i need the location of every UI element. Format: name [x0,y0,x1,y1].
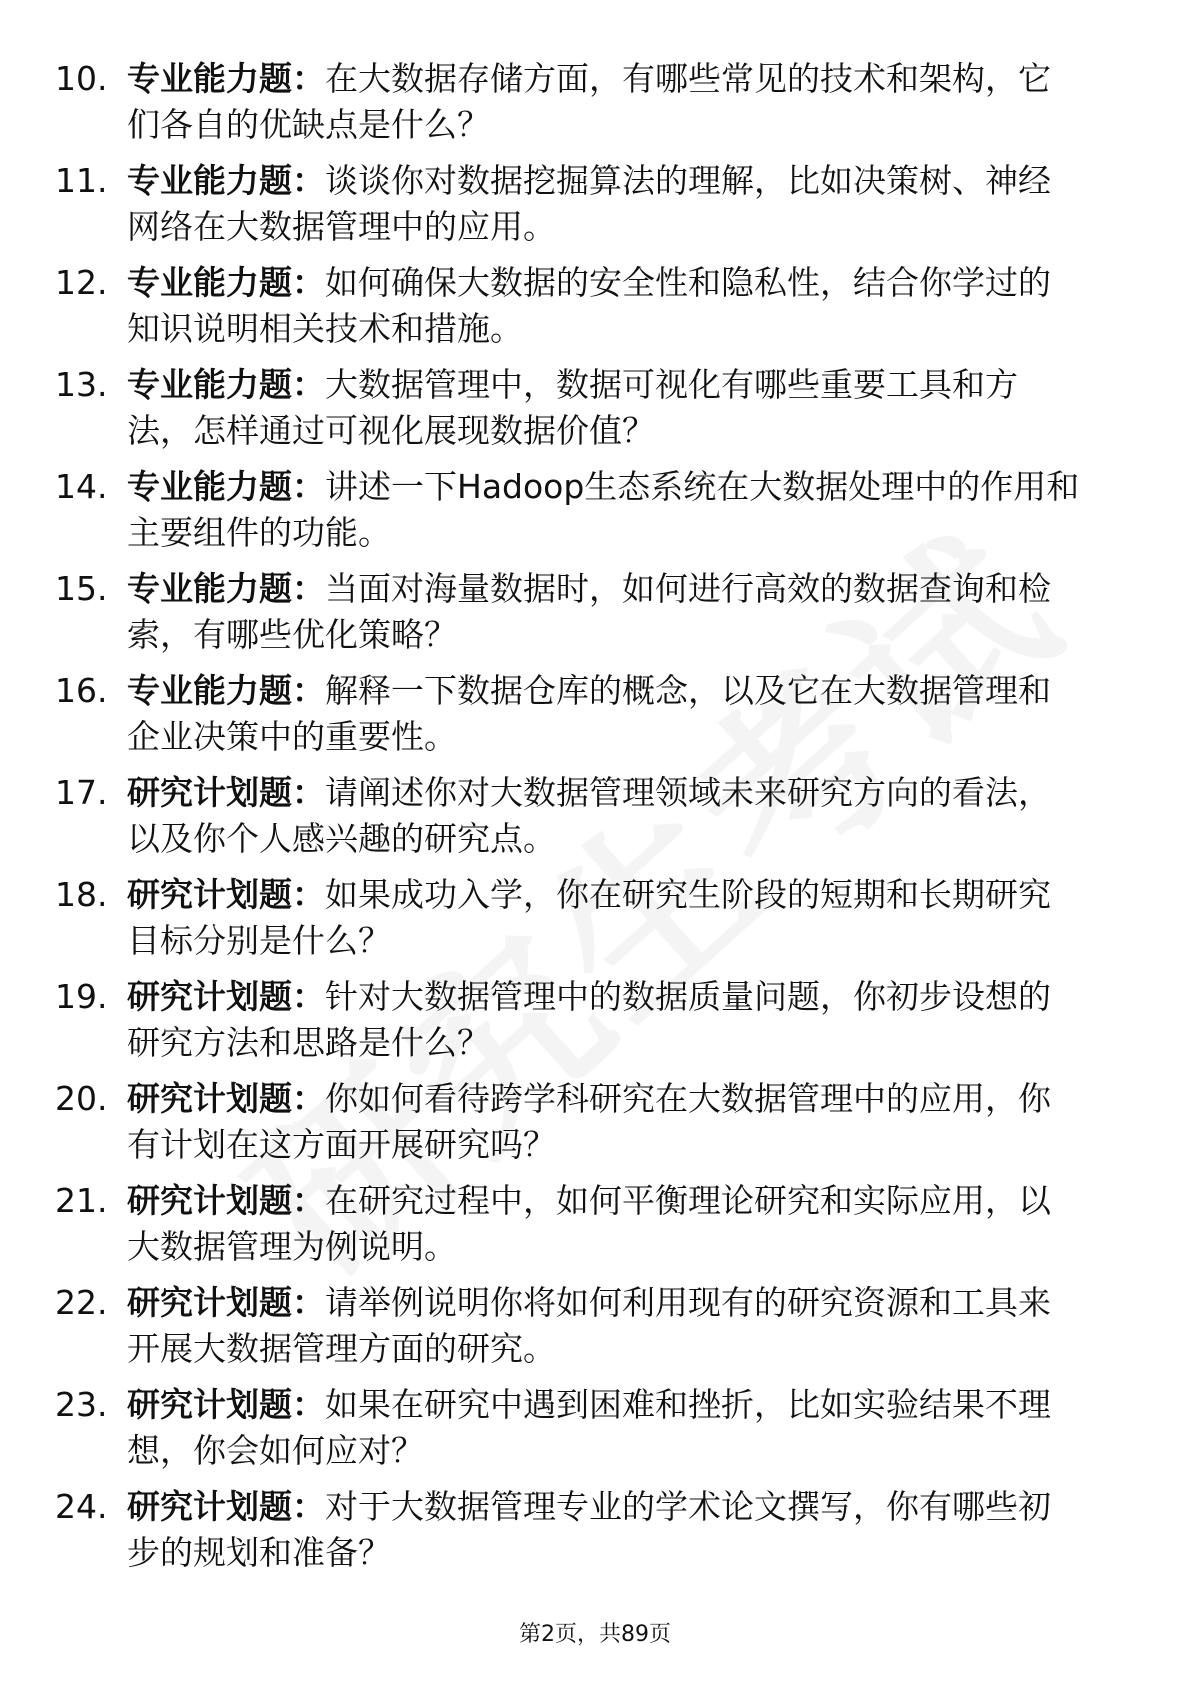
question-category: 研究计划题： [127,875,325,914]
question-number: 22. [55,1283,108,1322]
question-line-1 [127,770,1127,816]
question-number: 10. [55,59,108,98]
question-item [0,1374,1190,1476]
question-text-line-2: 研究方法和思路是什么？ [127,1023,490,1062]
question-item [0,762,1190,864]
question-item [0,558,1190,660]
question-line-1 [127,260,1127,306]
question-text-line-2: 目标分别是什么？ [127,921,391,960]
page-footer [0,1620,1190,1650]
question-body [127,872,1127,964]
question-category: 专业能力题： [127,263,325,302]
question-line-1 [127,1076,1127,1122]
question-line-1 [127,1280,1127,1326]
question-item [0,150,1190,252]
question-text-line-2: 大数据管理为例说明。 [127,1227,457,1266]
question-body [127,1280,1127,1372]
question-body [127,56,1127,148]
question-number: 21. [55,1181,108,1220]
question-category: 专业能力题： [127,161,325,200]
question-category: 专业能力题： [127,569,325,608]
question-item [0,48,1190,150]
question-text-line-2: 主要组件的功能。 [127,513,391,552]
question-item [0,1170,1190,1272]
question-line-1 [127,158,1127,204]
question-number: 18. [55,875,108,914]
question-body [127,1382,1127,1474]
question-number: 14. [55,467,108,506]
question-category: 研究计划题： [127,977,325,1016]
question-number: 23. [55,1385,108,1424]
question-text-line-1: 请举例说明你将如何利用现有的研究资源和工具来 [325,1283,1051,1322]
question-body [127,464,1127,556]
question-number: 15. [55,569,108,608]
question-line-1 [127,566,1127,612]
question-item [0,354,1190,456]
question-body [127,1484,1127,1576]
question-text-line-2: 知识说明相关技术和措施。 [127,309,523,348]
question-category: 研究计划题： [127,1079,325,1118]
question-text-line-1: 你如何看待跨学科研究在大数据管理中的应用，你 [325,1079,1051,1118]
question-text-line-2: 索，有哪些优化策略？ [127,615,457,654]
question-category: 专业能力题： [127,365,325,404]
question-line-1 [127,872,1127,918]
question-text-line-2: 开展大数据管理方面的研究。 [127,1329,556,1368]
question-line-1 [127,1178,1127,1224]
question-item [0,252,1190,354]
question-body [127,260,1127,352]
question-body [127,974,1127,1066]
question-list [0,48,1190,1578]
question-line-1 [127,56,1127,102]
question-text-line-1: 讲述一下Hadoop生态系统在大数据处理中的作用和 [325,467,1080,506]
question-item [0,660,1190,762]
question-text-line-1: 在大数据存储方面，有哪些常见的技术和架构，它 [325,59,1051,98]
question-text-line-1: 当面对海量数据时，如何进行高效的数据查询和检 [325,569,1051,608]
question-text-line-1: 谈谈你对数据挖掘算法的理解，比如决策树、神经 [325,161,1051,200]
question-text-line-1: 如何确保大数据的安全性和隐私性，结合你学过的 [325,263,1051,302]
question-text-line-2: 以及你个人感兴趣的研究点。 [127,819,556,858]
question-text-line-1: 如果在研究中遇到困难和挫折，比如实验结果不理 [325,1385,1051,1424]
question-text-line-1: 大数据管理中，数据可视化有哪些重要工具和方 [325,365,1018,404]
question-number: 12. [55,263,108,302]
question-text-line-2: 们各自的优缺点是什么？ [127,105,490,144]
question-text-line-1: 针对大数据管理中的数据质量问题，你初步设想的 [325,977,1051,1016]
question-line-1 [127,668,1127,714]
question-line-1 [127,1484,1127,1530]
question-item [0,456,1190,558]
question-number: 17. [55,773,108,812]
question-number: 13. [55,365,108,404]
question-line-1 [127,1382,1127,1428]
question-item [0,1272,1190,1374]
question-number: 19. [55,977,108,1016]
question-text-line-1: 对于大数据管理专业的学术论文撰写，你有哪些初 [325,1487,1051,1526]
question-category: 专业能力题： [127,671,325,710]
question-text-line-1: 请阐述你对大数据管理领域未来研究方向的看法， [325,773,1051,812]
question-text-line-1: 如果成功入学，你在研究生阶段的短期和长期研究 [325,875,1051,914]
question-text-line-2: 法，怎样通过可视化展现数据价值？ [127,411,655,450]
question-body [127,770,1127,862]
question-category: 研究计划题： [127,1385,325,1424]
question-text-line-2: 有计划在这方面开展研究吗？ [127,1125,556,1164]
question-text-line-2: 网络在大数据管理中的应用。 [127,207,556,246]
question-text-line-2: 步的规划和准备？ [127,1533,391,1572]
question-item [0,966,1190,1068]
question-number: 20. [55,1079,108,1118]
question-body [127,1076,1127,1168]
question-category: 专业能力题： [127,59,325,98]
question-body [127,566,1127,658]
question-line-1 [127,362,1127,408]
question-item [0,864,1190,966]
question-text-line-2: 企业决策中的重要性。 [127,717,457,756]
question-category: 研究计划题： [127,773,325,812]
question-item [0,1476,1190,1578]
question-category: 专业能力题： [127,467,325,506]
question-body [127,362,1127,454]
question-text-line-1: 解释一下数据仓库的概念，以及它在大数据管理和 [325,671,1051,710]
question-number: 16. [55,671,108,710]
question-text-line-1: 在研究过程中，如何平衡理论研究和实际应用，以 [325,1181,1051,1220]
question-number: 24. [55,1487,108,1526]
page-indicator: 第2页，共89页 [519,1622,671,1647]
question-category: 研究计划题： [127,1487,325,1526]
question-category: 研究计划题： [127,1181,325,1220]
question-line-1 [127,464,1127,510]
question-body [127,158,1127,250]
question-number: 11. [55,161,108,200]
question-line-1 [127,974,1127,1020]
question-category: 研究计划题： [127,1283,325,1322]
question-body [127,668,1127,760]
question-body [127,1178,1127,1270]
question-item [0,1068,1190,1170]
question-text-line-2: 想，你会如何应对？ [127,1431,424,1470]
